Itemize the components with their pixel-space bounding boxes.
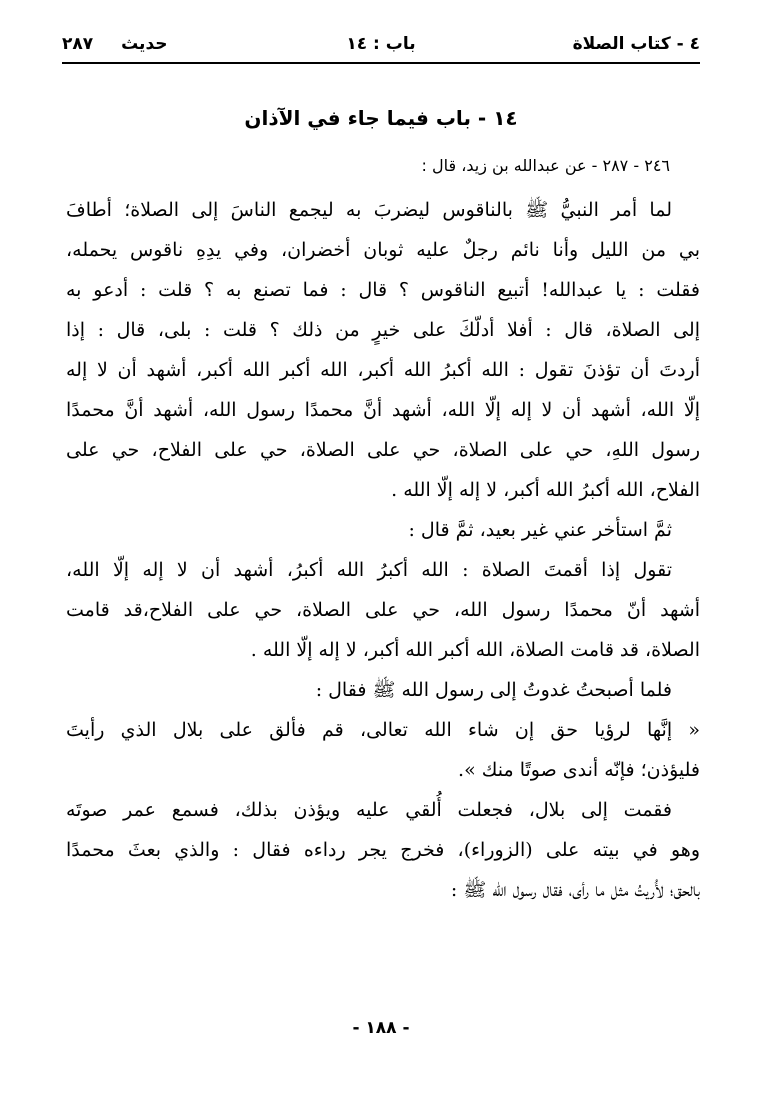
page-number: - ١٨٨ - [352,1018,410,1038]
text-line: أشهد أنّ محمدًا رسول الله، حي على الصلاة، حي على الفلاح،قد قامت [66,599,700,621]
text-line: فقلت : يا عبدالله! أتبيع الناقوس ؟ قال : فما تصنع به ؟ قلت : أدعو به [66,279,700,301]
text-line: وهو في بيته على (الزوراء)، فخرج يجر رداءه فقال : والذي بعثَ محمدًا [66,839,700,861]
text-line: الفلاح، الله أكبرُ الله أكبر، لا إله إلّا الله . [391,479,700,501]
header-hadith-label: حديث [121,34,168,54]
text-line: لما أمر النبيُّ ﷺ بالناقوس ليضربَ به ليجمع الناسَ إلى الصلاة؛ أطافَ [66,199,672,221]
header-divider [62,62,700,64]
text-line: رسول اللهِ، حي على الصلاة، حي على الصلاة، حي على الفلاح، حي على [66,439,700,461]
header-hadith-ref [62,34,168,54]
text-line: فلما أصبحتُ غدوتُ إلى رسول الله ﷺ فقال : [315,679,672,701]
text-line: أردتَ أن تؤذنَ تقول : الله أكبرُ الله أكبر، الله أكبر الله أكبر، أشهد أن لا إله [66,359,700,381]
header-chapter-number: باب : ١٤ [346,34,416,54]
text-line: فليؤذن؛ فإنّه أندى صوتًا منك ». [458,759,700,781]
running-header [62,30,700,64]
hadith-isnad: ٢٤٦ - ٢٨٧ - عن عبدالله بن زيد، قال : [421,156,670,175]
text-line: بالحق؛ لأُريتُ مثل ما رأى، فقال رسول الله ﷺ : [450,879,700,901]
text-line: فقمت إلى بلال، فجعلت أُلقي عليه ويؤذن بذلك، فسمع عمر صوتَه [66,799,672,821]
text-line: تقول إذا أقمتَ الصلاة : الله أكبرُ الله أكبرُ، أشهد أن لا إله إلّا الله، [66,559,672,581]
chapter-title: ١٤ - باب فيما جاء في الآذان [244,106,518,130]
text-line: ثمَّ استأخر عني غير بعيد، ثمَّ قال : [408,519,672,541]
hadith-text [66,190,700,910]
text-line: الصلاة، قد قامت الصلاة، الله أكبر الله أكبر، لا إله إلّا الله . [250,639,700,661]
text-line: بي من الليل وأنا نائم رجلٌ عليه ثوبان أخضران، وفي يدِهِ ناقوس يحمله، [66,239,700,261]
text-line: إلّا الله، أشهد أن لا إله إلّا الله، أشهد أنَّ محمدًا رسول الله، أشهد أنَّ محمدًا [66,399,700,421]
header-book-title: ٤ - كتاب الصلاة [572,34,700,54]
text-line: « إنَّها لرؤيا حق إن شاء الله تعالى، قم فألق على بلال الذي رأيتَ [66,719,700,741]
header-hadith-number: ٢٨٧ [62,34,94,54]
text-line: إلى الصلاة، قال : أفلا أدلّكَ على خيرٍ من ذلك ؟ قلت : بلى، قال : إذا [66,319,700,341]
